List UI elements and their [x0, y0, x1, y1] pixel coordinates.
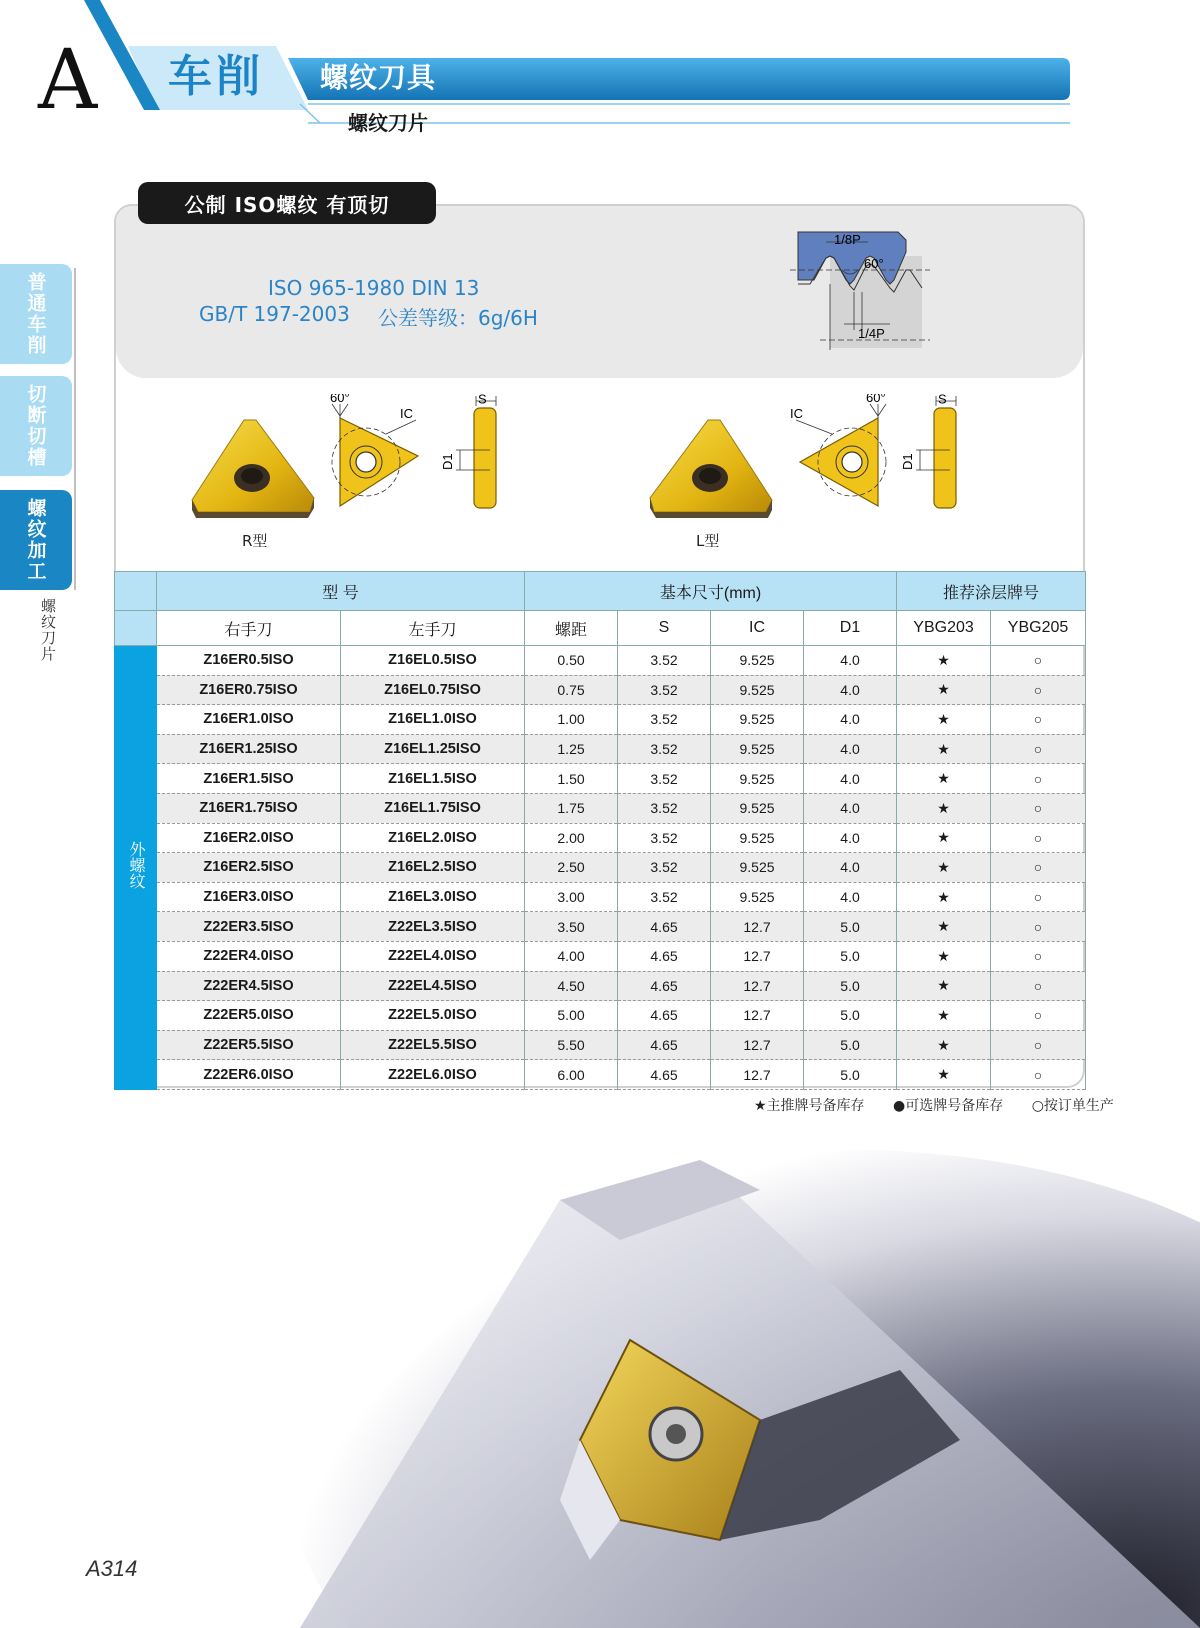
- cell-s: 3.52: [618, 853, 711, 883]
- cell-d1: 5.0: [804, 1030, 897, 1060]
- table-corner: [115, 611, 157, 646]
- l-ic-label: IC: [790, 406, 803, 421]
- insert-spec-table: [114, 571, 1086, 1090]
- cell-left: Z22EL4.0ISO: [341, 941, 525, 971]
- legend-main-stock: ★主推牌号备库存: [754, 1098, 865, 1114]
- side-divider: [74, 268, 76, 590]
- side-tab-parting-grooving[interactable]: [0, 376, 72, 476]
- col-s: S: [618, 611, 711, 646]
- l-angle-label: 60°: [866, 394, 886, 405]
- cell-d1: 4.0: [804, 882, 897, 912]
- cell-pitch: 6.00: [525, 1060, 618, 1090]
- cell-ybg205: ○: [991, 1030, 1086, 1060]
- sub-title: 螺纹刀片: [348, 111, 428, 135]
- page-number: A314: [86, 1556, 138, 1581]
- cell-ic: 9.525: [711, 675, 804, 705]
- cell-right: Z22ER5.5ISO: [157, 1030, 341, 1060]
- thread-profile-diagram: [790, 226, 940, 356]
- cell-pitch: 0.50: [525, 646, 618, 676]
- cell-ic: 9.525: [711, 882, 804, 912]
- cell-ybg205: ○: [991, 1060, 1086, 1090]
- table-row: [115, 912, 1086, 942]
- cell-d1: 4.0: [804, 705, 897, 735]
- l-d1-label: D1: [900, 453, 915, 470]
- cell-left: Z16EL0.5ISO: [341, 646, 525, 676]
- cell-ybg205: ○: [991, 912, 1086, 942]
- tolerance-grade: 公差等级：6g/6H: [378, 306, 538, 330]
- l-type-insert-drawing: [786, 394, 986, 524]
- cell-pitch: 0.75: [525, 675, 618, 705]
- cell-right: Z16ER2.0ISO: [157, 823, 341, 853]
- cell-ybg203: ★: [897, 675, 991, 705]
- cell-right: Z16ER2.5ISO: [157, 853, 341, 883]
- cell-ic: 9.525: [711, 705, 804, 735]
- col-left-hand: 左手刀: [341, 611, 525, 646]
- cell-d1: 4.0: [804, 823, 897, 853]
- side-tab-label: 普通车削: [24, 272, 47, 356]
- cell-pitch: 2.50: [525, 853, 618, 883]
- cell-d1: 4.0: [804, 793, 897, 823]
- header-model: 型 号: [157, 572, 525, 611]
- r-angle-label: 60°: [330, 394, 350, 405]
- cell-left: Z16EL2.5ISO: [341, 853, 525, 883]
- cell-pitch: 4.50: [525, 971, 618, 1001]
- cell-right: Z22ER5.0ISO: [157, 1001, 341, 1031]
- header-grades: 推荐涂层牌号: [897, 572, 1086, 611]
- cell-ic: 12.7: [711, 1001, 804, 1031]
- row-group-external-thread: [115, 646, 157, 1090]
- col-ybg203: YBG203: [897, 611, 991, 646]
- table-row: [115, 823, 1086, 853]
- r-type-label: R型: [242, 532, 268, 550]
- standards-gbt: GB/T 197-2003: [199, 302, 350, 326]
- row-group-label: 外螺纹: [127, 840, 144, 889]
- table-row: [115, 734, 1086, 764]
- cell-left: Z16EL2.0ISO: [341, 823, 525, 853]
- cell-ic: 9.525: [711, 793, 804, 823]
- cell-pitch: 2.00: [525, 823, 618, 853]
- cell-s: 4.65: [618, 912, 711, 942]
- cell-ybg203: ★: [897, 912, 991, 942]
- table-row: [115, 705, 1086, 735]
- l-type-label: L型: [696, 532, 720, 550]
- cell-left: Z22EL6.0ISO: [341, 1060, 525, 1090]
- col-right-hand: 右手刀: [157, 611, 341, 646]
- table-row: [115, 764, 1086, 794]
- cell-d1: 5.0: [804, 912, 897, 942]
- profile-top-label: 1/8P: [834, 232, 861, 247]
- cell-ybg205: ○: [991, 705, 1086, 735]
- table-row: [115, 1030, 1086, 1060]
- r-s-label: S: [478, 394, 487, 407]
- cell-ybg203: ★: [897, 793, 991, 823]
- table-body: [115, 646, 1086, 1090]
- cell-ic: 12.7: [711, 1030, 804, 1060]
- cell-s: 4.65: [618, 1060, 711, 1090]
- cell-ybg203: ★: [897, 734, 991, 764]
- cell-left: Z22EL5.5ISO: [341, 1030, 525, 1060]
- cell-right: Z22ER4.5ISO: [157, 971, 341, 1001]
- cell-d1: 4.0: [804, 734, 897, 764]
- cell-s: 3.52: [618, 675, 711, 705]
- cell-pitch: 5.50: [525, 1030, 618, 1060]
- cell-ic: 9.525: [711, 823, 804, 853]
- cell-left: Z16EL1.0ISO: [341, 705, 525, 735]
- cell-right: Z22ER6.0ISO: [157, 1060, 341, 1090]
- profile-bottom-label: 1/4P: [858, 326, 885, 341]
- l-type-insert-photo: [638, 414, 778, 524]
- col-ic: IC: [711, 611, 804, 646]
- cell-right: Z22ER4.0ISO: [157, 941, 341, 971]
- side-tab-threading[interactable]: [0, 490, 72, 590]
- cell-ybg203: ★: [897, 1060, 991, 1090]
- table-row: [115, 793, 1086, 823]
- col-ybg205: YBG205: [991, 611, 1086, 646]
- side-tab-label: 螺纹加工: [24, 498, 47, 582]
- cell-pitch: 3.50: [525, 912, 618, 942]
- cell-ybg203: ★: [897, 853, 991, 883]
- cell-ic: 12.7: [711, 912, 804, 942]
- table-row: [115, 882, 1086, 912]
- cell-ybg203: ★: [897, 1030, 991, 1060]
- cell-ybg203: ★: [897, 823, 991, 853]
- header-dimensions: 基本尺寸(mm): [525, 572, 897, 611]
- cell-d1: 4.0: [804, 675, 897, 705]
- r-type-insert-photo: [186, 414, 326, 524]
- cell-ybg205: ○: [991, 734, 1086, 764]
- cell-left: Z22EL3.5ISO: [341, 912, 525, 942]
- cell-left: Z16EL1.5ISO: [341, 764, 525, 794]
- cell-pitch: 1.25: [525, 734, 618, 764]
- cell-ybg203: ★: [897, 705, 991, 735]
- cell-d1: 4.0: [804, 853, 897, 883]
- thread-type-badge: 公制 ISO螺纹 有顶切: [138, 182, 436, 224]
- table-corner: [115, 572, 157, 611]
- cell-ic: 12.7: [711, 1060, 804, 1090]
- side-sub-label: 螺纹刀片: [39, 598, 57, 662]
- cell-ybg205: ○: [991, 646, 1086, 676]
- category-title: 螺纹刀具: [320, 61, 437, 94]
- cell-right: Z16ER1.5ISO: [157, 764, 341, 794]
- cell-s: 3.52: [618, 882, 711, 912]
- profile-angle-label: 60°: [864, 256, 884, 271]
- cell-ybg205: ○: [991, 675, 1086, 705]
- cell-left: Z16EL1.75ISO: [341, 793, 525, 823]
- legend: [730, 1095, 1114, 1115]
- cell-ic: 9.525: [711, 853, 804, 883]
- cell-left: Z16EL0.75ISO: [341, 675, 525, 705]
- cell-right: Z16ER0.5ISO: [157, 646, 341, 676]
- cell-s: 4.65: [618, 971, 711, 1001]
- cell-right: Z16ER1.75ISO: [157, 793, 341, 823]
- side-tab-general-turning[interactable]: [0, 264, 72, 364]
- cell-left: Z22EL5.0ISO: [341, 1001, 525, 1031]
- cell-pitch: 5.00: [525, 1001, 618, 1031]
- cell-s: 4.65: [618, 941, 711, 971]
- legend-to-order: ○按订单生产: [1031, 1098, 1114, 1114]
- cell-d1: 5.0: [804, 941, 897, 971]
- cell-d1: 5.0: [804, 1001, 897, 1031]
- cell-d1: 5.0: [804, 971, 897, 1001]
- cell-ybg205: ○: [991, 1001, 1086, 1031]
- section-letter: A: [38, 33, 98, 128]
- cell-ic: 12.7: [711, 941, 804, 971]
- cell-right: Z16ER3.0ISO: [157, 882, 341, 912]
- r-type-insert-drawing: [326, 394, 526, 524]
- standards-line-1: ISO 965-1980 DIN 13: [268, 276, 480, 300]
- col-d1: D1: [804, 611, 897, 646]
- cell-s: 3.52: [618, 823, 711, 853]
- cell-right: Z16ER1.0ISO: [157, 705, 341, 735]
- cell-d1: 5.0: [804, 1060, 897, 1090]
- side-tab-label: 切断切槽: [24, 384, 47, 468]
- cell-right: Z16ER0.75ISO: [157, 675, 341, 705]
- cell-ic: 9.525: [711, 646, 804, 676]
- cell-ybg205: ○: [991, 941, 1086, 971]
- cell-s: 4.65: [618, 1030, 711, 1060]
- table-row: [115, 646, 1086, 676]
- cell-s: 3.52: [618, 646, 711, 676]
- cell-s: 3.52: [618, 764, 711, 794]
- cell-s: 4.65: [618, 1001, 711, 1031]
- cell-d1: 4.0: [804, 764, 897, 794]
- cell-pitch: 1.50: [525, 764, 618, 794]
- cell-ybg203: ★: [897, 971, 991, 1001]
- table-row: [115, 1060, 1086, 1090]
- r-ic-label: IC: [400, 406, 413, 421]
- table-row: [115, 675, 1086, 705]
- cell-ic: 12.7: [711, 971, 804, 1001]
- table-row: [115, 941, 1086, 971]
- cell-ybg203: ★: [897, 646, 991, 676]
- cell-left: Z16EL1.25ISO: [341, 734, 525, 764]
- section-title: 车削: [168, 51, 264, 102]
- cell-pitch: 3.00: [525, 882, 618, 912]
- table-row: [115, 853, 1086, 883]
- cell-ybg205: ○: [991, 882, 1086, 912]
- cell-ybg203: ★: [897, 764, 991, 794]
- col-pitch: 螺距: [525, 611, 618, 646]
- cell-pitch: 4.00: [525, 941, 618, 971]
- l-s-label: S: [938, 394, 947, 407]
- cell-ybg205: ○: [991, 971, 1086, 1001]
- cell-d1: 4.0: [804, 646, 897, 676]
- machining-photo: [0, 1120, 1200, 1628]
- cell-ybg205: ○: [991, 793, 1086, 823]
- cell-s: 3.52: [618, 734, 711, 764]
- cell-ic: 9.525: [711, 764, 804, 794]
- table-row: [115, 971, 1086, 1001]
- cell-right: Z16ER1.25ISO: [157, 734, 341, 764]
- cell-pitch: 1.00: [525, 705, 618, 735]
- cell-ybg203: ★: [897, 941, 991, 971]
- cell-left: Z22EL4.5ISO: [341, 971, 525, 1001]
- cell-ybg203: ★: [897, 882, 991, 912]
- cell-right: Z22ER3.5ISO: [157, 912, 341, 942]
- cell-pitch: 1.75: [525, 793, 618, 823]
- table-row: [115, 1001, 1086, 1031]
- cell-ybg205: ○: [991, 853, 1086, 883]
- cell-s: 3.52: [618, 705, 711, 735]
- legend-optional-stock: ●可选牌号备库存: [893, 1098, 1004, 1114]
- cell-ybg205: ○: [991, 823, 1086, 853]
- r-d1-label: D1: [440, 453, 455, 470]
- cell-left: Z16EL3.0ISO: [341, 882, 525, 912]
- cell-ybg205: ○: [991, 764, 1086, 794]
- cell-ic: 9.525: [711, 734, 804, 764]
- cell-ybg203: ★: [897, 1001, 991, 1031]
- cell-s: 3.52: [618, 793, 711, 823]
